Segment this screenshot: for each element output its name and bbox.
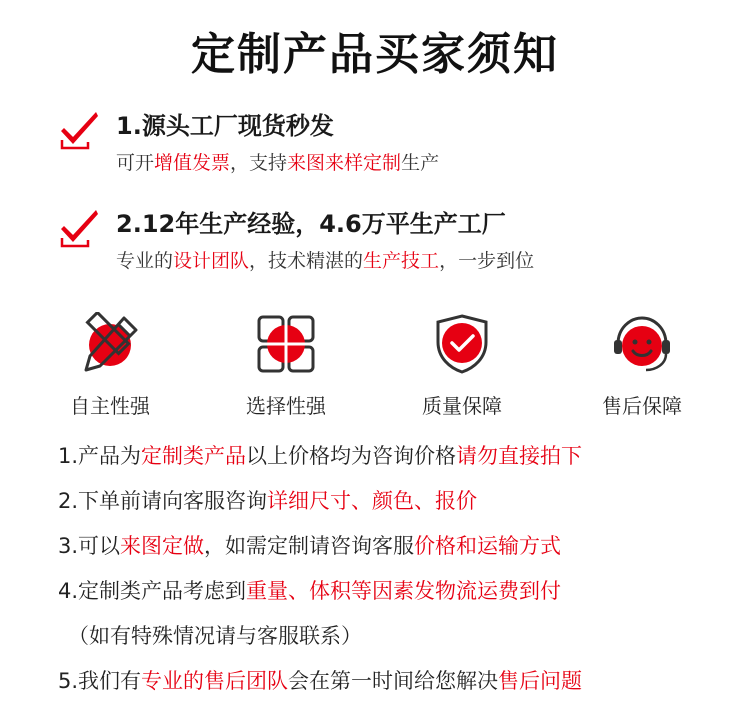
text-run: 可开 [116, 152, 155, 174]
red-check-icon [58, 106, 104, 152]
text-run: 1.产品为 [58, 444, 142, 468]
feature-heading: 1.源头工厂现货秒发 [116, 112, 334, 140]
page-title: 定制产品买家须知 [191, 29, 559, 80]
text-run: 2.下单前请向客服咨询 [58, 489, 268, 513]
red-check-icon [58, 204, 104, 250]
text-run: 5.我们有 [58, 669, 142, 693]
icon-item-aftersales [572, 312, 712, 419]
highlight-text: 专业的售后团队 [141, 669, 289, 693]
highlight-text: 定制类产品 [141, 444, 247, 468]
feature-subtext [116, 246, 534, 273]
text-run: 会在第一时间给您解决 [288, 669, 499, 693]
highlight-text: 生产技工 [363, 250, 440, 272]
highlight-text: 请勿直接拍下 [456, 444, 583, 468]
note-line [58, 624, 738, 648]
text-run: ，支持 [230, 152, 288, 174]
highlight-text: 增值发票 [154, 152, 231, 174]
ruler-pencil-icon [78, 312, 142, 376]
highlight-text: 重量、体积等因素发物流运费到付 [246, 579, 562, 603]
note-line [58, 669, 738, 693]
shield-check-icon [430, 312, 494, 376]
text-run: ，技术精湛的 [249, 250, 364, 272]
feature-subtext [116, 148, 439, 175]
icon-label: 自主性强 [70, 394, 150, 418]
text-run: 专业的 [116, 250, 174, 272]
highlight-text: 来图定做 [120, 534, 205, 558]
note-line [58, 444, 738, 468]
note-line [58, 579, 738, 603]
text-run: ，一步到位 [439, 250, 535, 272]
note-line [58, 489, 738, 513]
feature-heading: 2.12年生产经验，4.6万平生产工厂 [116, 210, 506, 238]
icon-label: 选择性强 [246, 394, 326, 418]
highlight-text: 详细尺寸、颜色、报价 [267, 489, 478, 513]
text-run: ，如需定制请咨询客服 [204, 534, 415, 558]
icon-item-selection [216, 312, 356, 419]
text-run: 生产 [401, 152, 440, 174]
icon-item-quality [392, 312, 532, 419]
icon-label: 质量保障 [422, 394, 502, 418]
text-run: 以上价格均为咨询价格 [246, 444, 457, 468]
highlight-text: 价格和运输方式 [414, 534, 562, 558]
text-run: 4.定制类产品考虑到 [58, 579, 247, 603]
text-run: （如有特殊情况请与客服联系） [68, 624, 362, 648]
highlight-text: 来图来样定制 [287, 152, 402, 174]
notes-list [58, 444, 738, 714]
headset-smile-icon [610, 312, 674, 376]
text-run: 3.可以 [58, 534, 121, 558]
note-line [58, 534, 738, 558]
icon-item-autonomy [40, 312, 180, 419]
icon-label: 售后保障 [602, 394, 682, 418]
highlight-text: 设计团队 [173, 250, 250, 272]
highlight-text: 售后问题 [498, 669, 583, 693]
grid-circle-icon [254, 312, 318, 376]
feature-icon-row [0, 312, 750, 417]
